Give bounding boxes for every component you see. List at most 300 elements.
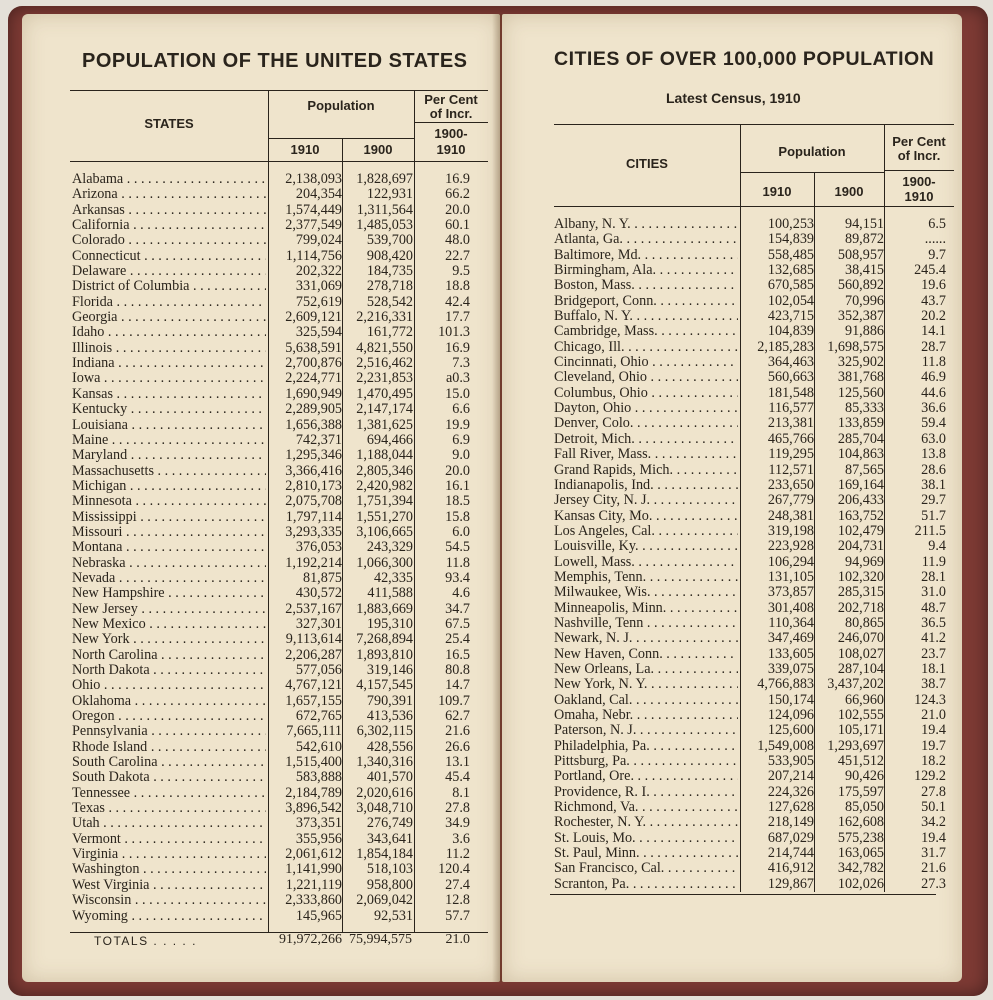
cell-pct: 19.7: [921, 737, 946, 754]
row-name: Richmond, Va. . . .: [554, 800, 738, 815]
cell-p1900: 85,050: [844, 799, 884, 816]
state-row: [72, 755, 488, 770]
cell-pct: 9.5: [452, 263, 470, 280]
cell-p1910: 129,867: [767, 875, 814, 892]
row-name: Milwaukee, Wis. . . .: [554, 585, 738, 600]
cell-p1900: 575,238: [837, 829, 884, 846]
cell-p1910: 127,628: [767, 799, 814, 816]
state-row: [72, 356, 488, 371]
cell-pct: 245.4: [914, 262, 946, 279]
row-name: Chicago, Ill. . . .: [554, 340, 738, 355]
cell-p1910: 1,141,990: [285, 861, 342, 878]
cell-p1910: 1,295,346: [285, 447, 342, 464]
cell-p1900: 428,556: [366, 738, 413, 755]
state-row: [72, 862, 488, 877]
cell-p1910: 687,029: [767, 829, 814, 846]
cell-p1900: 401,570: [366, 769, 413, 786]
cell-p1900: 92,531: [373, 907, 413, 924]
cell-p1900: 411,588: [367, 585, 413, 602]
pct-header-line1: Per Cent: [424, 92, 478, 107]
cell-p1910: 116,577: [768, 400, 814, 417]
cell-p1910: 2,206,287: [285, 646, 342, 663]
state-row: [72, 847, 488, 862]
row-name: Wisconsin . . .: [72, 893, 266, 908]
row-name: Boston, Mass. . . .: [554, 278, 738, 293]
cell-pct: 19.9: [445, 416, 470, 433]
city-row: [554, 463, 954, 478]
state-row: [72, 510, 488, 525]
row-name: Connecticut . . .: [72, 249, 266, 264]
cell-p1910: 3,366,416: [285, 462, 342, 479]
cell-p1910: 104,839: [767, 323, 814, 340]
row-name: Denver, Colo. . . .: [554, 416, 738, 431]
city-row: [554, 309, 954, 324]
cell-p1900: 102,479: [837, 522, 884, 539]
cell-pct: 51.7: [921, 507, 946, 524]
cell-pct: 20.0: [445, 201, 470, 218]
cell-p1900: 4,157,545: [356, 677, 413, 694]
city-row: [554, 662, 954, 677]
cell-p1900: 2,420,982: [356, 477, 413, 494]
row-name: Los Angeles, Cal. . . .: [554, 524, 738, 539]
cell-p1900: 2,147,174: [356, 401, 413, 418]
state-row: [72, 663, 488, 678]
cell-p1910: 9,113,614: [285, 631, 342, 648]
population-header: Population: [307, 98, 375, 113]
row-name: Louisville, Ky. . . .: [554, 539, 738, 554]
row-name: Memphis, Tenn. . . .: [554, 570, 738, 585]
cell-p1910: 339,075: [767, 660, 814, 677]
cell-p1910: 233,650: [767, 476, 814, 493]
cell-pct: 11.2: [445, 846, 470, 863]
state-row: [72, 387, 488, 402]
row-name: Vermont . . .: [72, 832, 266, 847]
city-row: [554, 754, 954, 769]
cell-p1910: 1,690,949: [285, 385, 342, 402]
cell-p1900: 1,470,495: [356, 385, 413, 402]
cell-p1910: 373,351: [295, 815, 342, 832]
cell-pct: 31.0: [921, 584, 946, 601]
row-name: Kentucky . . .: [72, 402, 266, 417]
state-row: [72, 203, 488, 218]
city-row: [554, 647, 954, 662]
state-row: [72, 786, 488, 801]
cell-p1910: 465,766: [767, 430, 814, 447]
city-row: [554, 616, 954, 631]
row-name: New Jersey . . .: [72, 602, 266, 617]
state-row: [72, 556, 488, 571]
header-bottom-rule: [554, 206, 954, 207]
cell-pct: 28.7: [921, 338, 946, 355]
cell-pct: 120.4: [438, 861, 470, 878]
row-name: Ohio . . .: [72, 678, 266, 693]
cell-pct: 28.1: [921, 568, 946, 585]
cell-pct: 9.7: [928, 246, 946, 263]
row-name: Pittsburg, Pa. . . .: [554, 754, 738, 769]
row-name: San Francisco, Cal. . . .: [554, 861, 738, 876]
row-name: Louisiana . . .: [72, 418, 266, 433]
cell-pct: 14.1: [921, 323, 946, 340]
cell-p1910: 2,289,905: [285, 401, 342, 418]
city-row: [554, 800, 954, 815]
cell-p1910: 2,810,173: [285, 477, 342, 494]
cell-pct: 38.7: [921, 676, 946, 693]
cell-p1900: 163,065: [837, 845, 884, 862]
right-page: [502, 14, 962, 982]
row-name: Atlanta, Ga. . . .: [554, 232, 738, 247]
cell-pct: 8.1: [452, 784, 470, 801]
row-name: Texas . . .: [72, 801, 266, 816]
cell-p1910: 1,574,449: [285, 201, 342, 218]
city-row: [554, 386, 954, 401]
cell-pct: 48.7: [921, 599, 946, 616]
cell-p1900: 91,886: [844, 323, 884, 340]
cell-pct: 18.2: [921, 753, 946, 770]
cell-pct: 6.9: [452, 431, 470, 448]
pct-header-line2: of Incr.: [897, 148, 941, 163]
cell-p1900: 528,542: [366, 293, 413, 310]
row-name: Bridgeport, Conn. . . .: [554, 294, 738, 309]
cities-table-body: [554, 217, 954, 892]
population-header: Population: [778, 144, 846, 159]
row-name: Rhode Island . . .: [72, 740, 266, 755]
cell-p1900: 89,872: [844, 231, 884, 248]
cell-p1910: 2,061,612: [285, 846, 342, 863]
cell-pct: 57.7: [445, 907, 470, 924]
cell-p1910: 2,075,708: [285, 493, 342, 510]
cell-pct: 15.0: [445, 385, 470, 402]
row-name: Delaware . . .: [72, 264, 266, 279]
cell-pct: 13.1: [445, 754, 470, 771]
state-row: [72, 402, 488, 417]
cell-p1910: 752,619: [295, 293, 342, 310]
cell-pct: 36.5: [921, 614, 946, 631]
cell-p1900: 278,718: [366, 278, 413, 295]
cell-pct: 20.0: [445, 462, 470, 479]
city-row: [554, 877, 954, 892]
state-row: [72, 586, 488, 601]
cell-p1900: 122,931: [366, 186, 413, 203]
state-row: [72, 709, 488, 724]
cell-p1910: 2,377,549: [285, 217, 342, 234]
row-name: New Hampshire . . .: [72, 586, 266, 601]
cell-p1910: 2,609,121: [285, 309, 342, 326]
city-row: [554, 524, 954, 539]
city-row: [554, 846, 954, 861]
row-name: Jersey City, N. J. . . .: [554, 493, 738, 508]
population-subrule: [268, 138, 414, 139]
cell-pct: 67.5: [445, 615, 470, 632]
row-name: Pennsylvania . . .: [72, 724, 266, 739]
cell-pct: 80.8: [445, 662, 470, 678]
cell-pct: 23.7: [921, 645, 946, 662]
cell-pct: 16.9: [445, 339, 470, 356]
cell-pct: 31.7: [921, 845, 946, 862]
city-row: [554, 324, 954, 339]
row-name: Tennessee . . .: [72, 786, 266, 801]
cell-pct: 14.7: [445, 677, 470, 694]
page-title: CITIES OF OVER 100,000 POPULATION: [554, 48, 935, 70]
cell-p1910: 131,105: [767, 568, 814, 585]
pct-subrule: [884, 170, 954, 171]
cell-pct: 211.5: [914, 522, 946, 539]
cell-p1910: 181,548: [767, 384, 814, 401]
cell-p1910: 560,663: [767, 369, 814, 386]
cell-p1910: 4,766,883: [757, 676, 814, 693]
row-name: Albany, N. Y. . . .: [554, 217, 738, 232]
row-name: Mississippi . . .: [72, 510, 266, 525]
row-name: North Dakota . . .: [72, 663, 266, 678]
cell-p1910: 204,354: [295, 186, 342, 203]
cell-p1910: 355,956: [295, 830, 342, 847]
cell-p1900: 1,340,316: [356, 754, 413, 771]
cell-p1910: 670,585: [767, 277, 814, 294]
city-row: [554, 278, 954, 293]
cell-pct: 63.0: [921, 430, 946, 447]
cell-pct: 11.8: [921, 354, 946, 371]
cell-p1910: 558,485: [767, 246, 814, 263]
cell-p1900: 1,883,669: [356, 600, 413, 617]
cell-p1900: 125,560: [837, 384, 884, 401]
cell-pct: 29.7: [921, 492, 946, 509]
cell-p1910: 224,326: [767, 783, 814, 800]
cell-p1900: 102,320: [837, 568, 884, 585]
cell-pct: 48.0: [445, 232, 470, 249]
cell-pct: 43.7: [921, 292, 946, 309]
page-subtitle: Latest Census, 1910: [666, 90, 801, 106]
period-header-line1: 1900-: [902, 174, 936, 189]
cell-pct: 27.8: [445, 800, 470, 817]
cell-pct: 129.2: [914, 768, 946, 785]
cell-pct: 17.7: [445, 309, 470, 326]
state-row: [72, 909, 488, 924]
cell-p1910: 218,149: [767, 814, 814, 831]
city-row: [554, 355, 954, 370]
row-name: North Carolina . . .: [72, 648, 266, 663]
cell-pct: 25.4: [445, 631, 470, 648]
cell-p1900: 7,268,894: [356, 631, 413, 648]
cell-p1910: 7,665,111: [286, 723, 342, 740]
cell-p1910: 672,765: [295, 708, 342, 725]
cell-p1900: 246,070: [837, 630, 884, 647]
cell-pct: 45.4: [445, 769, 470, 786]
cell-p1910: 799,024: [295, 232, 342, 249]
cell-pct: 4.6: [452, 585, 470, 602]
period-header-line2: 1910: [436, 142, 466, 157]
city-row: [554, 340, 954, 355]
row-name: Utah . . .: [72, 816, 266, 831]
cell-pct: 41.2: [921, 630, 946, 647]
state-row: [72, 264, 488, 279]
cell-p1900: 1,828,697: [356, 171, 413, 187]
city-row: [554, 416, 954, 431]
cell-p1900: 243,329: [366, 539, 413, 556]
city-row: [554, 555, 954, 570]
cell-p1910: 1,114,756: [285, 247, 342, 264]
cell-p1900: 2,069,042: [356, 892, 413, 909]
totals-1900: 75,994,575: [349, 932, 412, 947]
cell-pct: a0.3: [445, 370, 470, 387]
cell-p1900: 1,311,564: [356, 201, 413, 218]
row-name: Grand Rapids, Mich. . . .: [554, 463, 738, 478]
cell-pct: 18.5: [445, 493, 470, 510]
cell-p1900: 102,026: [837, 875, 884, 892]
row-name: Cleveland, Ohio . . .: [554, 370, 738, 385]
cell-p1900: 287,104: [837, 660, 884, 677]
state-row: [72, 678, 488, 693]
cell-p1910: 1,515,400: [285, 754, 342, 771]
city-row: [554, 723, 954, 738]
cell-p1910: 347,469: [767, 630, 814, 647]
cell-pct: 21.6: [921, 860, 946, 877]
cell-p1910: 1,549,008: [757, 737, 814, 754]
cell-p1900: 1,381,625: [356, 416, 413, 433]
cell-p1900: 381,768: [837, 369, 884, 386]
row-name: Newark, N. J. . . .: [554, 631, 738, 646]
cell-p1910: 214,744: [767, 845, 814, 862]
cell-p1900: 70,996: [844, 292, 884, 309]
cell-p1900: 162,608: [837, 814, 884, 831]
city-row: [554, 769, 954, 784]
row-name: Cincinnati, Ohio . . .: [554, 355, 738, 370]
row-name: New Mexico . . .: [72, 617, 266, 632]
city-row: [554, 248, 954, 263]
row-name: Detroit, Mich. . . .: [554, 432, 738, 447]
state-row: [72, 279, 488, 294]
cell-pct: 26.6: [445, 738, 470, 755]
row-name: Maryland . . .: [72, 448, 266, 463]
state-row: [72, 172, 488, 187]
row-name: Buffalo, N. Y. . . .: [554, 309, 738, 324]
row-name: St. Paul, Minn. . . .: [554, 846, 738, 861]
row-name: Illinois . . .: [72, 341, 266, 356]
row-name: Providence, R. I. . . .: [554, 785, 738, 800]
cell-pct: 11.8: [445, 554, 470, 571]
cell-p1900: 94,151: [844, 216, 884, 232]
row-name: Lowell, Mass. . . .: [554, 555, 738, 570]
cell-p1900: 87,565: [844, 461, 884, 478]
cell-p1900: 1,751,394: [356, 493, 413, 510]
row-name: Arizona . . .: [72, 187, 266, 202]
row-name: Nashville, Tenn . . .: [554, 616, 738, 631]
row-name: New York, N. Y. . . .: [554, 677, 738, 692]
city-row: [554, 217, 954, 232]
totals-pct: 21.0: [445, 932, 470, 947]
cell-p1900: 285,315: [837, 584, 884, 601]
cell-pct: 27.3: [921, 875, 946, 892]
state-row: [72, 464, 488, 479]
state-row: [72, 418, 488, 433]
year-1910-header: 1910: [290, 142, 320, 157]
state-row: [72, 540, 488, 555]
cell-pct: 16.9: [445, 171, 470, 187]
cell-p1900: 352,387: [837, 308, 884, 325]
cell-p1900: 1,854,184: [356, 846, 413, 863]
cell-p1900: 958,800: [366, 876, 413, 893]
cell-p1910: 2,537,167: [285, 600, 342, 617]
cell-p1910: 125,600: [767, 722, 814, 739]
state-row: [72, 632, 488, 647]
cell-pct: 6.5: [928, 216, 946, 232]
state-row: [72, 740, 488, 755]
cell-p1910: 1,192,214: [285, 554, 342, 571]
cell-p1900: 206,433: [837, 492, 884, 509]
cell-p1910: 430,572: [295, 585, 342, 602]
state-row: [72, 602, 488, 617]
row-name: New York . . .: [72, 632, 266, 647]
cell-p1900: 560,892: [837, 277, 884, 294]
city-row: [554, 831, 954, 846]
cell-p1910: 1,657,155: [285, 692, 342, 709]
cell-pct: 59.4: [921, 415, 946, 432]
city-row: [554, 677, 954, 692]
state-row: [72, 448, 488, 463]
cell-p1900: 908,420: [366, 247, 413, 264]
city-row: [554, 601, 954, 616]
row-name: Indianapolis, Ind. . . .: [554, 478, 738, 493]
state-row: [72, 801, 488, 816]
row-name: Minneapolis, Minn. . . .: [554, 601, 738, 616]
city-row: [554, 370, 954, 385]
cell-p1910: 583,888: [295, 769, 342, 786]
cell-pct: 54.5: [445, 539, 470, 556]
cell-pct: 34.7: [445, 600, 470, 617]
header-bottom-rule: [70, 161, 488, 162]
city-row: [554, 785, 954, 800]
cell-pct: 6.6: [452, 401, 470, 418]
cell-pct: 11.9: [921, 553, 946, 570]
cell-pct: 9.0: [452, 447, 470, 464]
cell-p1900: 6,302,115: [356, 723, 413, 740]
row-name: Missouri . . .: [72, 525, 266, 540]
cell-p1910: 4,767,121: [285, 677, 342, 694]
state-row: [72, 433, 488, 448]
cell-p1910: 542,610: [295, 738, 342, 755]
cell-pct: 13.8: [921, 446, 946, 463]
cell-p1910: 2,224,771: [285, 370, 342, 387]
state-row: [72, 724, 488, 739]
cell-p1900: 694,466: [366, 431, 413, 448]
city-row: [554, 493, 954, 508]
cell-p1900: 3,106,665: [356, 523, 413, 540]
cell-p1910: 1,221,119: [285, 876, 342, 893]
cell-pct: 7.3: [452, 355, 470, 372]
cell-p1900: 790,391: [366, 692, 413, 709]
row-name: Nevada . . .: [72, 571, 266, 586]
cell-pct: ......: [924, 231, 946, 248]
cell-p1910: 202,322: [295, 263, 342, 280]
cell-p1900: 1,698,575: [827, 338, 884, 355]
cell-p1910: 124,096: [767, 707, 814, 723]
cell-p1900: 342,782: [837, 860, 884, 877]
cell-p1910: 2,184,789: [285, 784, 342, 801]
cell-p1900: 169,164: [837, 476, 884, 493]
cell-p1900: 2,805,346: [356, 462, 413, 479]
cell-pct: 21.0: [921, 707, 946, 723]
cell-p1900: 202,718: [837, 599, 884, 616]
cell-p1910: 3,293,335: [285, 523, 342, 540]
left-page: [22, 14, 500, 982]
state-row: [72, 325, 488, 340]
cell-p1910: 213,381: [767, 415, 814, 432]
cell-p1910: 364,463: [767, 354, 814, 371]
state-row: [72, 617, 488, 632]
cell-pct: 9.4: [928, 538, 946, 555]
row-name: Philadelphia, Pa. . . .: [554, 739, 738, 754]
row-name: Kansas . . .: [72, 387, 266, 402]
cell-pct: 28.6: [921, 461, 946, 478]
cell-p1910: 223,928: [767, 538, 814, 555]
